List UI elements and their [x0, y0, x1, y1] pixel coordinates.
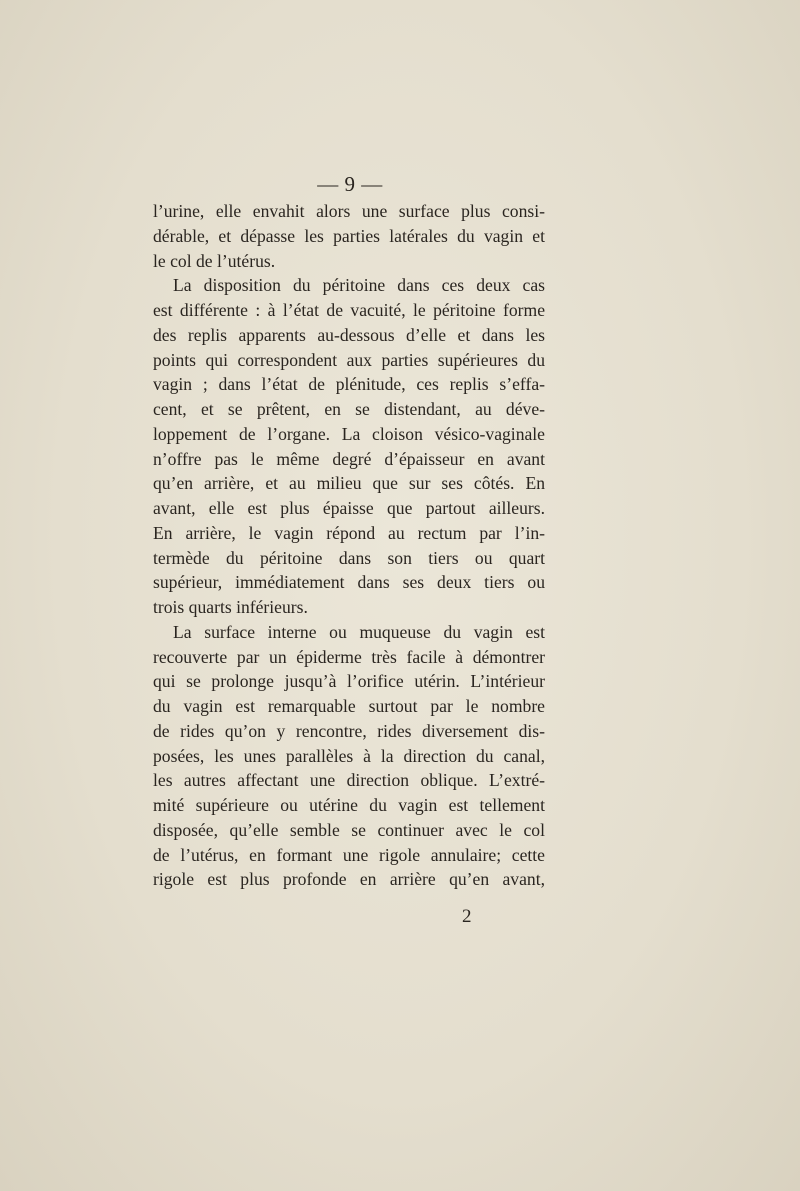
text-line: dérable, et dépasse les parties latérales du vagin et — [153, 225, 545, 246]
text-line: des replis apparents au-dessous d’elle et dans les — [153, 324, 545, 345]
text-line: En arrière, le vagin répond au rectum par l’in- — [153, 522, 545, 543]
text-line: loppement de l’organe. La cloison vésico-vaginale — [153, 423, 545, 444]
text-line: est différente : à l’état de vacuité, le péritoine forme — [153, 300, 545, 320]
text-line: les autres affectant une direction oblique. L’extré- — [153, 770, 545, 791]
text-line: n’offre pas le même degré d’épaisseur en avant — [153, 448, 545, 469]
text-line: recouverte par un épiderme très facile à démontrer — [153, 646, 545, 667]
text-line: cent, et se prêtent, en se distendant, au déve- — [153, 399, 545, 419]
text-line: qu’en arrière, et au milieu que sur ses côtés. En — [153, 473, 545, 494]
text-line: La surface interne ou muqueuse du vagin est — [173, 621, 545, 642]
text-line: supérieur, immédiatement dans ses deux tiers ou — [153, 572, 545, 593]
text-line: mité supérieure ou utérine du vagin est tellement — [153, 795, 545, 815]
body-text — [153, 199, 545, 892]
text-line: rigole est plus profonde en arrière qu’en avant, — [153, 869, 545, 890]
text-line: de rides qu’on y rencontre, rides diversement dis- — [153, 720, 545, 741]
text-line: termède du péritoine dans son tiers ou quart — [153, 547, 545, 568]
text-line: qui se prolonge jusqu’à l’orifice utérin. L’intérieur — [153, 671, 545, 692]
signature-mark: 2 — [462, 906, 472, 927]
text-line: La disposition du péritoine dans ces deux cas — [173, 275, 545, 296]
page-number: — 9 — — [317, 172, 383, 196]
text-line: de l’utérus, en formant une rigole annulaire; cette — [153, 844, 545, 865]
text-line: le col de l’utérus. — [153, 250, 276, 271]
text-line: points qui correspondent aux parties supérieures du — [153, 349, 545, 370]
text-line: du vagin est remarquable surtout par le nombre — [153, 696, 545, 716]
text-line: vagin ; dans l’état de plénitude, ces replis s’effa- — [153, 374, 545, 395]
text-line: posées, les unes parallèles à la direction du canal, — [153, 745, 545, 766]
text-line: disposée, qu’elle semble se continuer avec le col — [153, 819, 545, 840]
text-line: avant, elle est plus épaisse que partout ailleurs. — [153, 498, 545, 518]
text-line: trois quarts inférieurs. — [153, 597, 308, 617]
text-line: l’urine, elle envahit alors une surface plus consi- — [153, 201, 545, 221]
